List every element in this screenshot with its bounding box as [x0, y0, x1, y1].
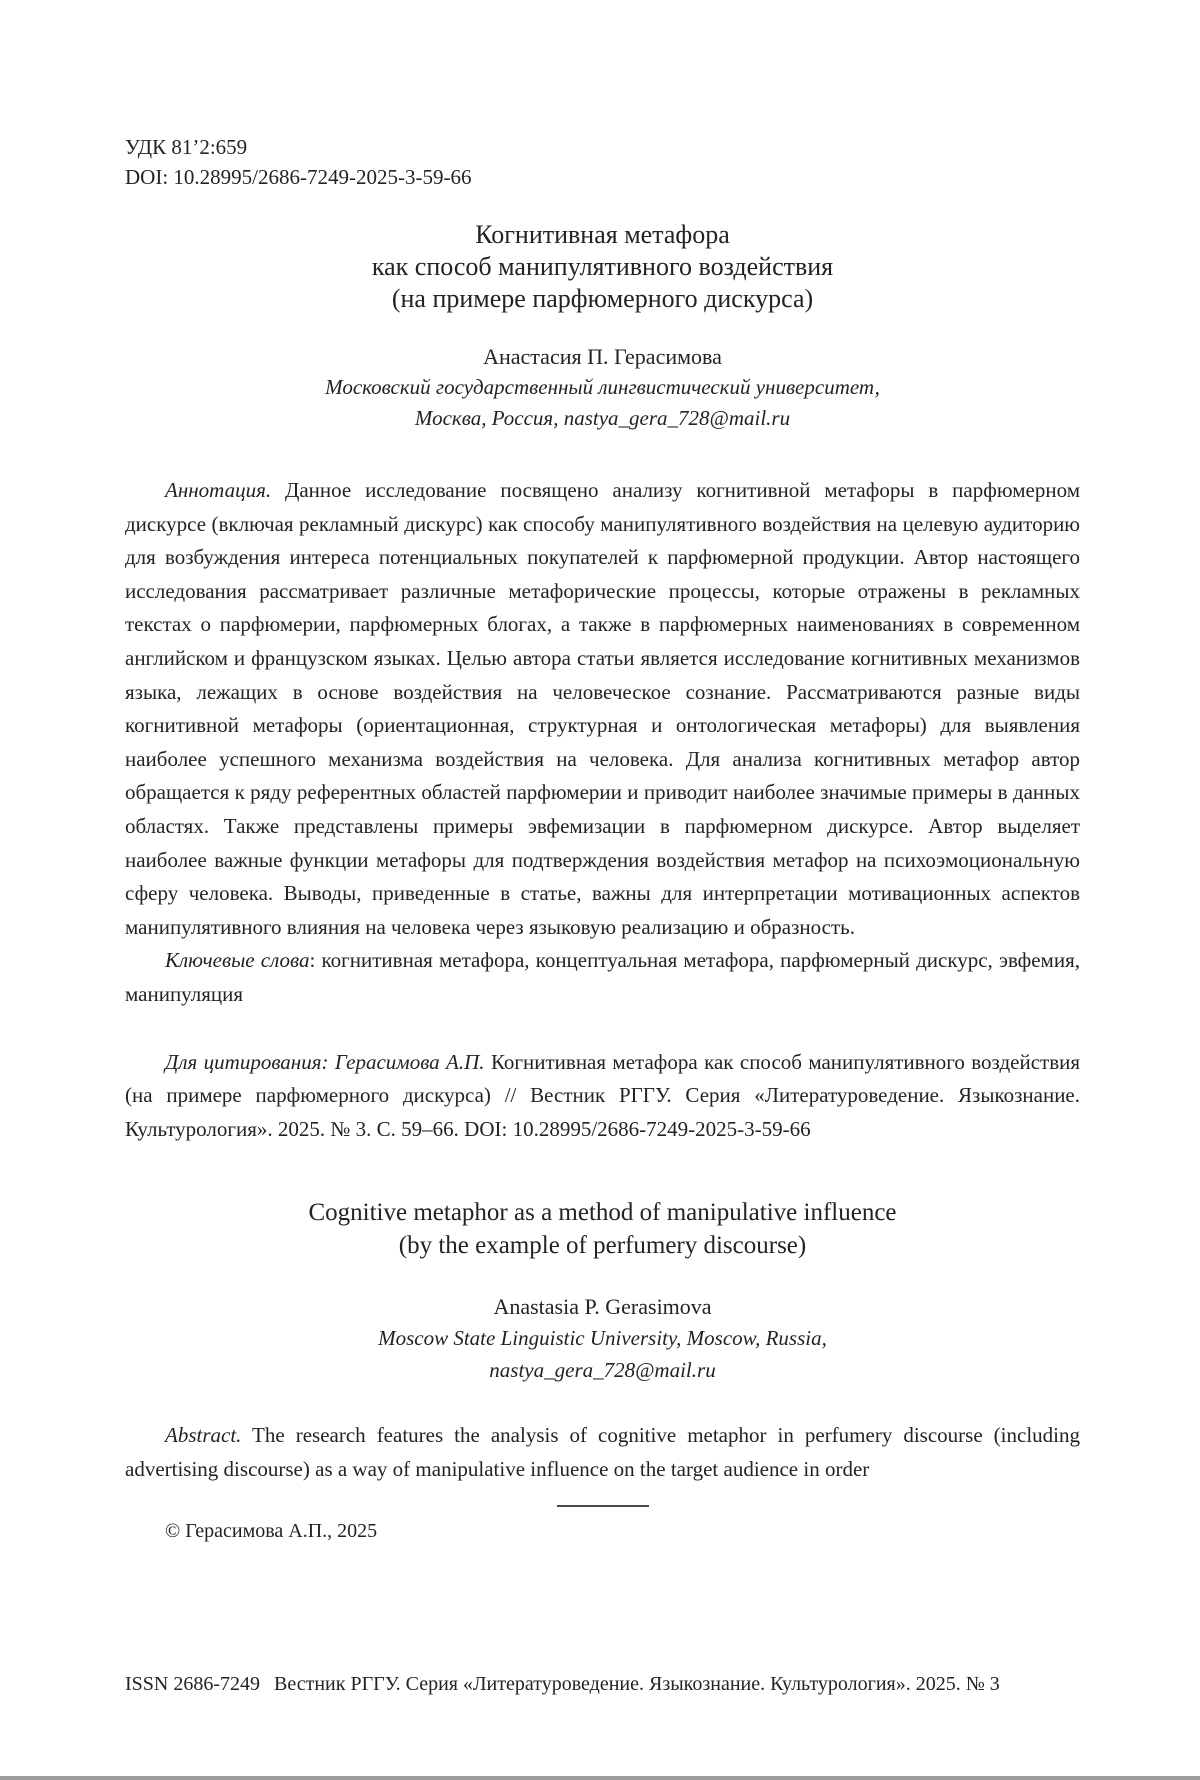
- affiliation-city-email-ru: Москва, Россия, nastya_gera_728@mail.ru: [414, 406, 791, 430]
- copyright-note: © Герасимова А.П., 2025: [165, 1520, 378, 1543]
- citation-block: [125, 1046, 1080, 1147]
- affiliation-en: Moscow State Linguistic University, Moscow, Russia,: [378, 1326, 827, 1351]
- author-email-en: nastya_gera_728@mail.ru: [489, 1358, 716, 1383]
- abstract-text-en: The research features the analysis of cognitive metaphor in perfumery discourse (including advertising discourse) as a way of manipulative influence on the target audience in order: [125, 1423, 1080, 1481]
- footnote-rule: [557, 1505, 649, 1507]
- page-footer: [125, 1670, 1080, 1698]
- abstract-label-ru: Аннотация.: [165, 478, 272, 502]
- page-content: [125, 0, 1080, 1545]
- citation-text: Когнитивная метафора как способ манипулятивного воздействия (на примере парфюмерного дискурса) // Вестник РГГУ. Серия «Литературоведение. Языкознание. Культурология». 2025. № 3. С. 59–66. DOI: 10.28995/2686-7249-2025-3-59-66: [125, 1049, 1081, 1141]
- article-title-ru: Когнитивная метафора как способ манипулятивного воздействия (на примере парфюмерного дискурса): [371, 220, 834, 313]
- article-title-en: Cognitive metaphor as a method of manipulative influence (by the example of perfumery discourse): [308, 1199, 897, 1260]
- abstract-text-ru: Данное исследование посвящено анализу когнитивной метафоры в парфюмерном дискурсе (включая рекламный дискурс) как способу манипулятивного воздействия на целевую аудиторию для возбуждения интереса потенциальных покупателей к парфюмерной продукции. Автор настоящего исследования рассматривает различные метафорические процессы, которые отражены в рекламных текстах о парфюмерии, парфюмерных блогах, а также в парфюмерных наименованиях в современном английском и французском языках. Целью автора статьи является исследование когнитивных механизмов языка, лежащих в основе воздействия на человеческое сознание. Рассматриваются разные виды когнитивной метафоры (ориентационная, структурная и онтологическая метафоры) для выявления наиболее успешного механизма воздействия на человека. Для анализа когнитивных метафор автор обращается к ряду референтных областей парфюмерии и приводит наиболее значимые примеры в данных областях. Также представлены примеры эвфемизации в парфюмерном дискурсе. Автор выделяет наиболее важные функции метафоры для подтверждения воздействия метафор на психоэмоциональную сферу человека. Выводы, приведенные в статье, важны для интерпретации мотивационных аспектов манипулятивного влияния на человека через языковую реализацию и образность.: [125, 478, 1080, 939]
- footer-issn: ISSN 2686-7249: [125, 1673, 261, 1695]
- keywords-ru: [125, 944, 1080, 1011]
- keywords-label-ru: Ключевые слова: [165, 948, 310, 973]
- abstract-ru: [125, 474, 1080, 944]
- abstract-block-en: [125, 1419, 1080, 1486]
- abstract-en: [125, 1419, 1080, 1486]
- footer-journal: Вестник РГГУ. Серия «Литературоведение. Языкознание. Культурология». 2025. № 3: [274, 1673, 1000, 1695]
- citation-ru: [125, 1046, 1080, 1147]
- article-meta: [125, 132, 1080, 192]
- author-name-ru: Анастасия П. Герасимова: [483, 344, 722, 369]
- author-name-en: Anastasia P. Gerasimova: [493, 1294, 712, 1320]
- udk-line: УДК 81’2:659: [125, 135, 248, 159]
- doi-line: DOI: 10.28995/2686-7249-2025-3-59-66: [125, 165, 472, 189]
- citation-label: Для цитирования: Герасимова А.П.: [165, 1049, 485, 1074]
- abstract-label-en: Abstract.: [165, 1423, 242, 1448]
- keywords-text-ru: : когнитивная метафора, концептуальная метафора, парфюмерный дискурс, эвфемия, манипуляция: [125, 948, 1080, 1006]
- page-bottom-edge: [0, 1776, 1200, 1780]
- abstract-block-ru: [125, 474, 1080, 1012]
- affiliation-ru: Московский государственный лингвистический университет,: [325, 375, 880, 399]
